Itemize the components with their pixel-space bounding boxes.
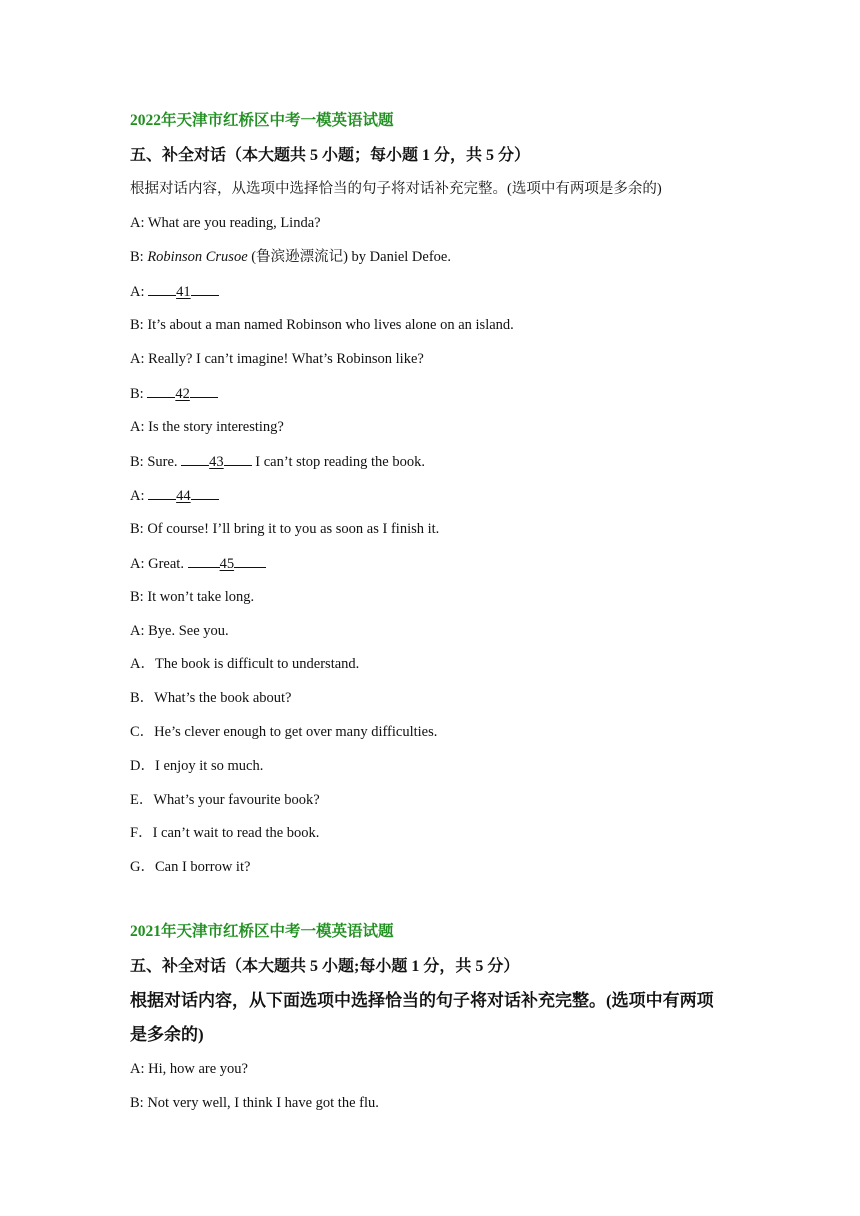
option-item: A．The book is difficult to understand. [130,656,360,672]
blank-underline [147,383,175,398]
dialogue-line: A: What are you reading, Linda? [130,215,321,231]
option-item: E．What’s your favourite book? [130,792,320,808]
option-item: C．He’s clever enough to get over many difficulties. [130,724,438,740]
dialogue-line: A: Bye. See you. [130,623,229,639]
blank-41: 41 [176,284,191,300]
dialogue-line: A: Hi, how are you? [130,1061,248,1077]
dialogue-line: B: Sure. 43 I can’t stop reading the book. [130,451,425,472]
section-2022-heading: 五、补全对话（本大题共 5 小题；每小题 1 分，共 5 分） [130,147,531,164]
section-2021-instructions-line2: 是多余的) [130,1025,204,1044]
book-title: Robinson Crusoe [147,249,248,265]
blank-underline [191,485,219,500]
dialogue-line: B: 42 [130,383,218,404]
dialogue-line: B: It won’t take long. [130,589,255,605]
option-item: D．I enjoy it so much. [130,758,264,774]
option-item: F．I can’t wait to read the book. [130,825,320,841]
dialogue-line: A: Really? I can’t imagine! What’s Robinson like? [130,351,424,367]
section-2022-instructions: 根据对话内容，从选项中选择恰当的句子将对话补充完整。(选项中有两项是多余的) [130,181,662,197]
section-2021-heading: 五、补全对话（本大题共 5 小题;每小题 1 分，共 5 分） [130,958,520,975]
blank-44: 44 [176,488,191,504]
option-item: B．What’s the book about? [130,690,292,706]
dialogue-line: B: Not very well, I think I have got the flu. [130,1095,379,1111]
option-item: G．Can I borrow it? [130,859,251,875]
section-2022-title: 2022年天津市红桥区中考一模英语试题 [130,112,394,129]
dialogue-line: B: Robinson Crusoe (鲁滨逊漂流记) by Daniel Defoe. [130,249,451,265]
blank-underline [191,281,219,296]
blank-underline [224,451,252,466]
dialogue-line: A: 41 [130,281,219,302]
blank-42: 42 [175,386,190,402]
dialogue-line: B: Of course! I’ll bring it to you as soon as I finish it. [130,521,440,537]
dialogue-line: A: Great. 45 [130,553,266,574]
dialogue-line: A: 44 [130,485,219,506]
blank-45: 45 [219,556,235,572]
blank-43: 43 [209,454,224,470]
blank-underline [190,383,218,398]
blank-underline [148,485,176,500]
blank-underline [181,451,209,466]
section-2021-title: 2021年天津市红桥区中考一模英语试题 [130,923,394,940]
blank-underline [148,281,176,296]
blank-underline [234,553,266,568]
blank-underline [188,553,220,568]
section-2021-instructions-line1: 根据对话内容，从下面选项中选择恰当的句子将对话补充完整。(选项中有两项 [130,991,714,1010]
dialogue-line: B: It’s about a man named Robinson who lives alone on an island. [130,317,514,333]
dialogue-line: A: Is the story interesting? [130,419,284,435]
